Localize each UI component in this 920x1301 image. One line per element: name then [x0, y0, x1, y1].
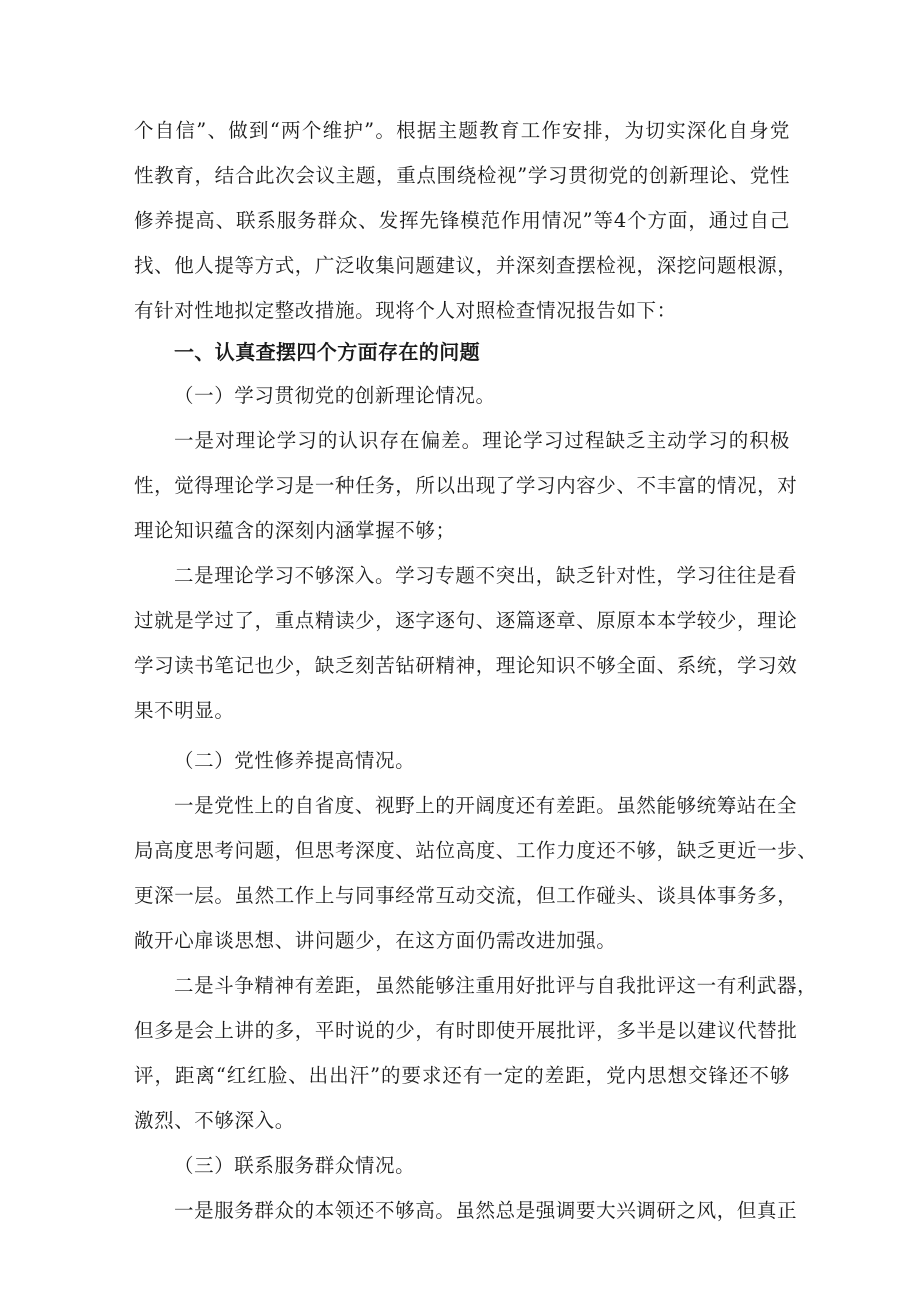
text-line: 学习读书笔记也少，缺乏刻苦钻研精神，理论知识不够全面、系统，学习效 [134, 654, 798, 677]
text-line: 过就是学过了，重点精读少，逐字逐句、逐篇逐章、原原本本学较少，理论 [134, 609, 798, 632]
text-line: 理论知识蕴含的深刻内涵掌握不够； [134, 519, 456, 542]
text-line: 更深一层。虽然工作上与同事经常互动交流，但工作碰头、谈具体事务多， [134, 884, 798, 907]
text-line: 局高度思考问题，但思考深度、站位高度、工作力度还不够，缺乏更近一步、 [134, 839, 818, 862]
text-line: 一是服务群众的本领还不够高。虽然总是强调要大兴调研之风，但真正 [174, 1199, 798, 1222]
text-line: 一是党性上的自省度、视野上的开阔度还有差距。虽然能够统筹站在全 [174, 794, 798, 817]
text-line: 修养提高、联系服务群众、发挥先锋模范作用情况”等4个方面，通过自己 [134, 209, 790, 232]
subsection-title: （一）学习贯彻党的创新理论情况。 [174, 384, 496, 407]
text-line: 二是理论学习不够深入。学习专题不突出，缺乏针对性，学习往往是看 [174, 564, 798, 587]
text-line: 有针对性地拟定整改措施。现将个人对照检查情况报告如下： [134, 299, 677, 322]
text-line: 但多是会上讲的多，平时说的少，有时即使开展批评，多半是以建议代替批 [134, 1019, 798, 1042]
text-line: 评，距离“红红脸、出出汗”的要求还有一定的差距，党内思想交锋还不够 [134, 1064, 790, 1087]
subsection-title: （二）党性修养提高情况。 [174, 749, 416, 772]
text-line: 个自信”、做到“两个维护”。根据主题教育工作安排，为切实深化自身党 [134, 119, 790, 142]
text-line: 性，觉得理论学习是一种任务，所以出现了学习内容少、不丰富的情况，对 [134, 474, 798, 497]
section-heading: 一、认真查摆四个方面存在的问题 [174, 340, 480, 364]
subsection-title: （三）联系服务群众情况。 [174, 1154, 416, 1177]
text-line: 果不明显。 [134, 699, 235, 722]
text-line: 二是斗争精神有差距，虽然能够注重用好批评与自我批评这一有利武器， [174, 974, 818, 997]
text-line: 性教育，结合此次会议主题，重点围绕检视”学习贯彻党的创新理论、党性 [134, 164, 790, 187]
text-line: 敞开心扉谈思想、讲问题少，在这方面仍需改进加强。 [134, 929, 617, 952]
text-line: 找、他人提等方式，广泛收集问题建议，并深刻查摆检视，深挖问题根源， [134, 254, 798, 277]
text-line: 一是对理论学习的认识存在偏差。理论学习过程缺乏主动学习的积极 [174, 429, 790, 452]
text-line: 激烈、不够深入。 [134, 1109, 295, 1132]
